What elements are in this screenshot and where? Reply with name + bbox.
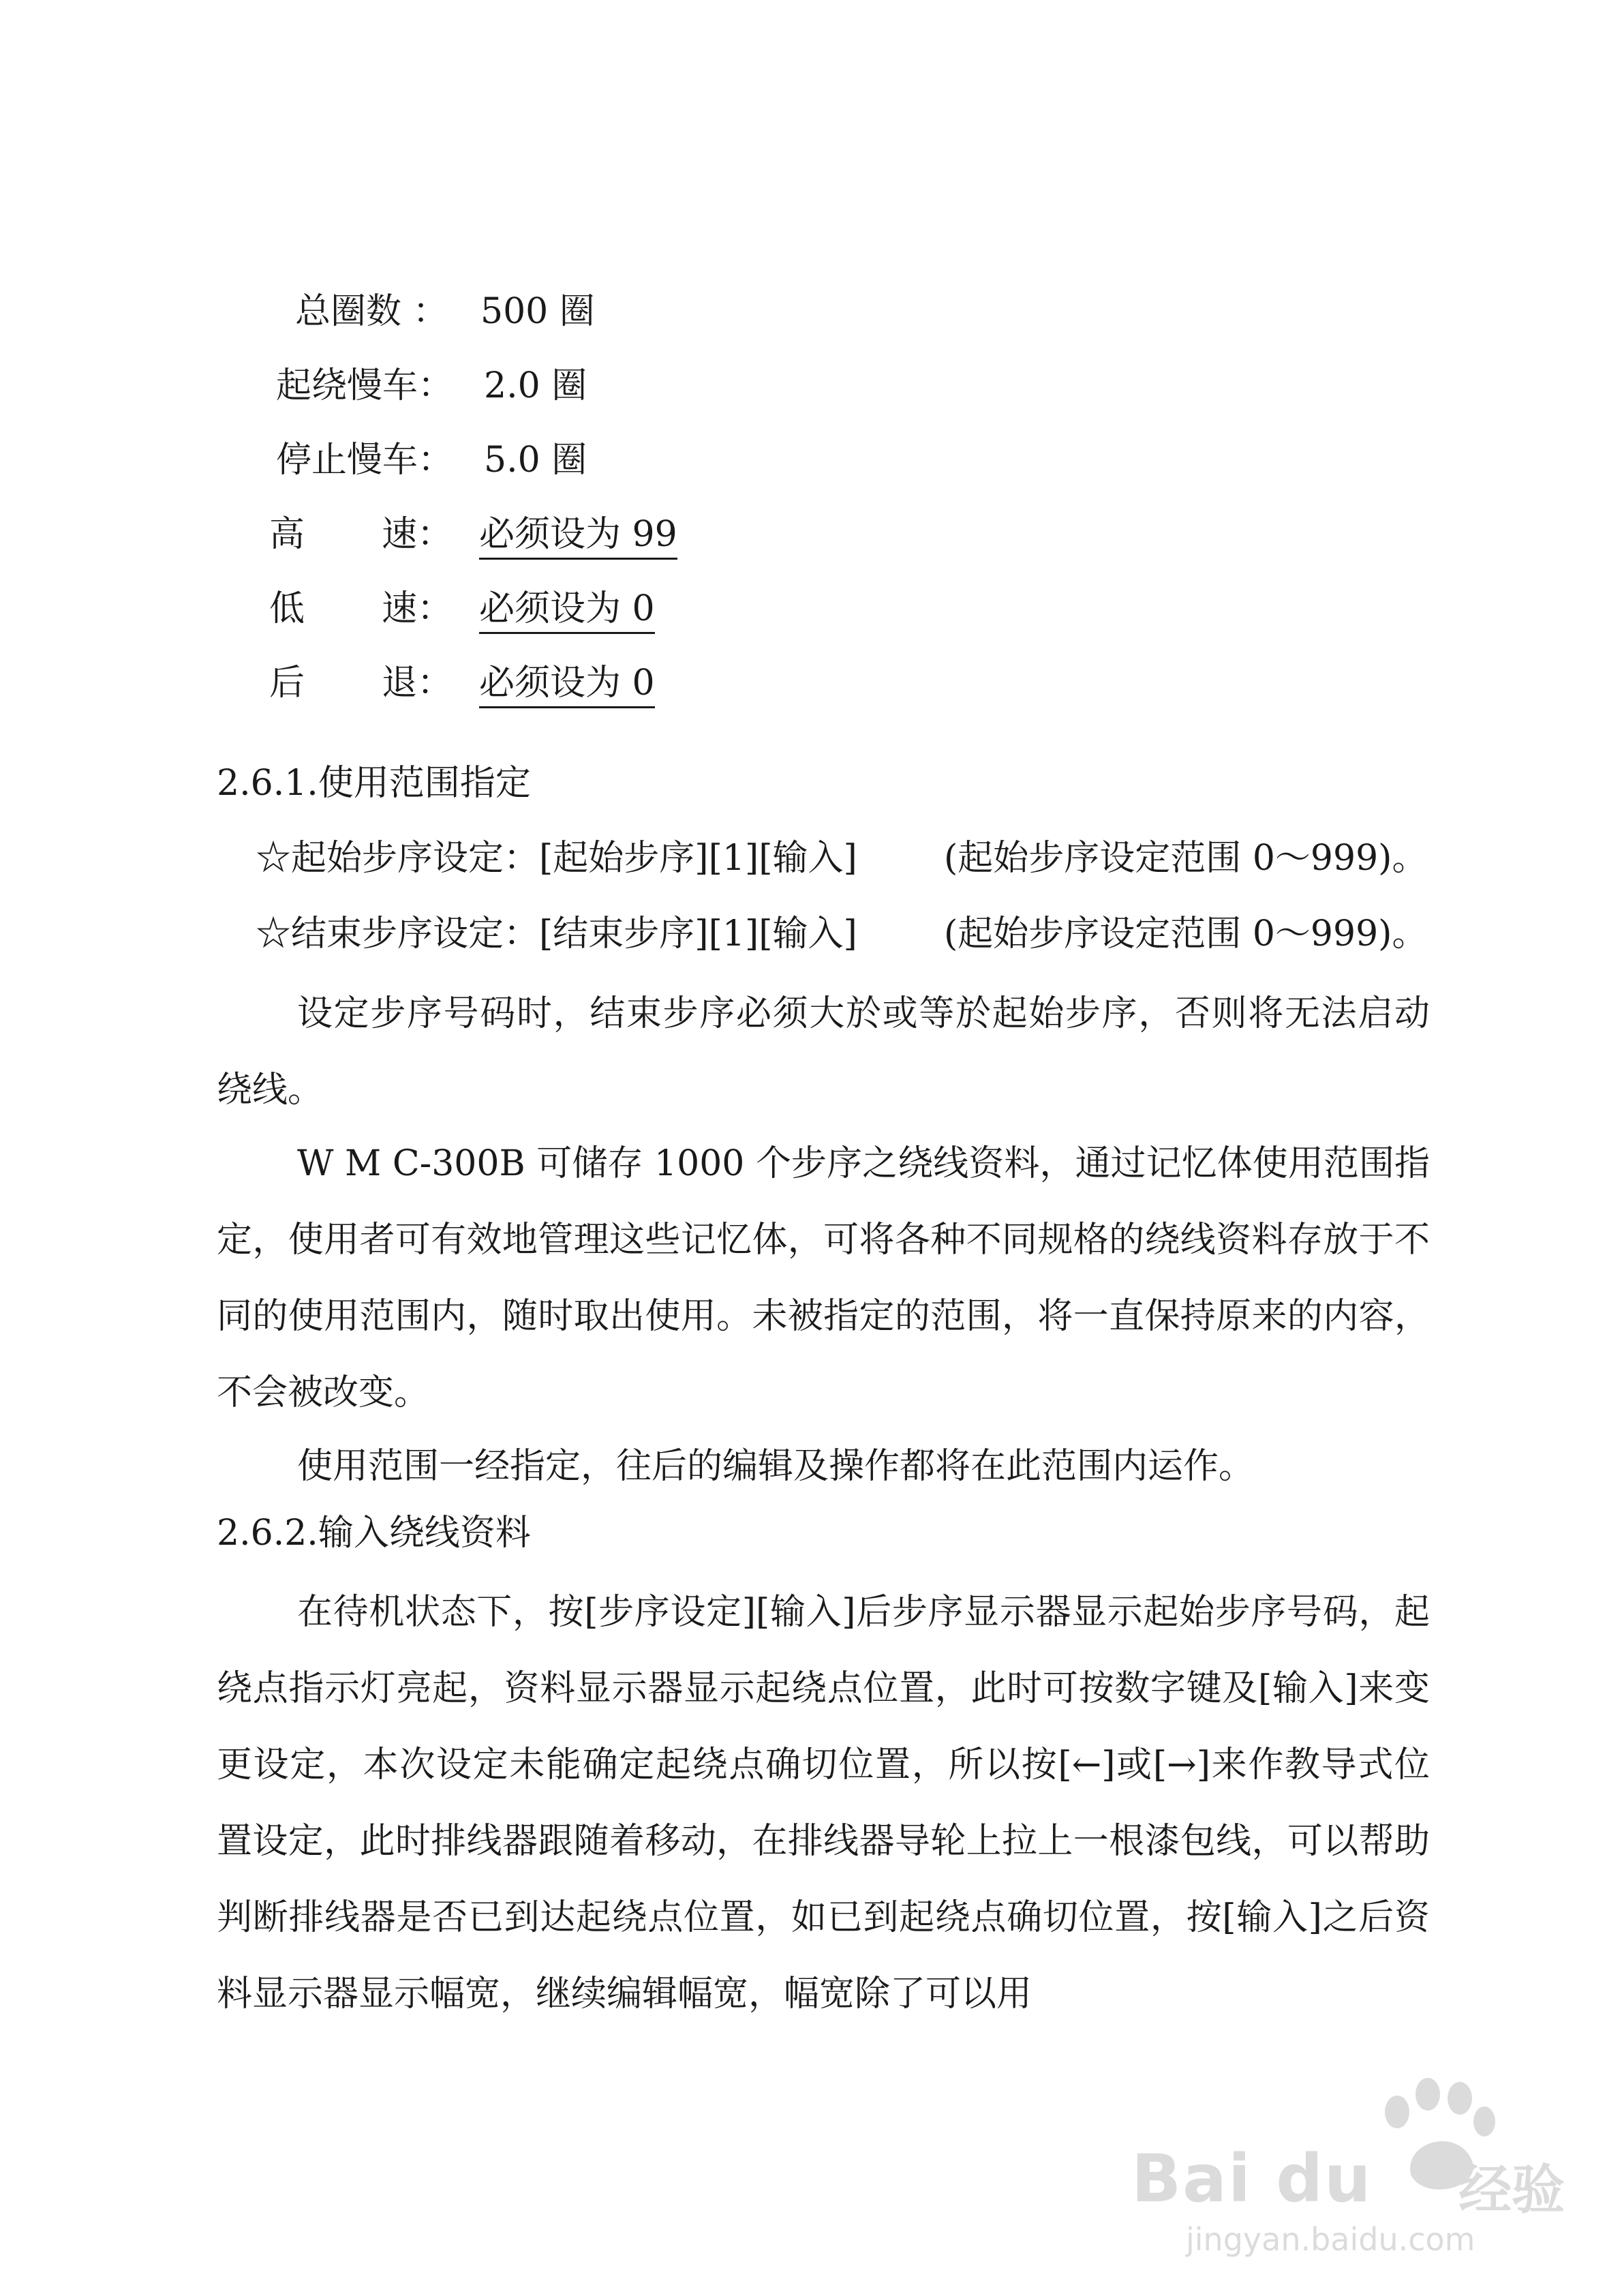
setting-label-a: 低 xyxy=(269,588,305,629)
setting-label: 起绕慢车： xyxy=(276,365,454,406)
section-heading-262: 2.6.2.输入绕线资料 xyxy=(217,1513,531,1554)
setting-label-b: 速： xyxy=(382,514,453,555)
start-step-note: (起始步序设定范围 0～999)。 xyxy=(944,838,1428,879)
watermark-brand: Bai du xyxy=(1131,2141,1373,2217)
watermark-url: jingyan.baidu.com xyxy=(1186,2221,1475,2258)
paragraph-input-winding-data: 在待机状态下，按[步序设定][输入]后步序显示器显示起始步序号码，起绕点指示灯亮起，资料显示器显示起绕点位置，此时可按数字键及[输入]来变更设定，本次设定未能确定起绕点确切位置，所以按[←]或[→]来作教导式位置设定，此时排线器跟随着移动，在排线器导轮上拉上一根漆包线，可以帮助判断排线器是否已到达起绕点位置，如已到起绕点确切位置，按[输入]之后资料显示器显示幅宽，继续编辑幅宽，幅宽除了可以用 xyxy=(217,1592,1430,2014)
setting-label-b: 速： xyxy=(382,588,453,629)
watermark-product: 经验 xyxy=(1458,2160,1565,2221)
baidu-watermark xyxy=(1104,2059,1581,2263)
start-step-instruction: ☆起始步序设定：[起始步序][1][输入] xyxy=(256,838,857,879)
setting-label-b: 退： xyxy=(382,663,453,704)
end-step-note: (起始步序设定范围 0～999)。 xyxy=(944,913,1428,954)
setting-value: 必须设为 0 xyxy=(479,587,655,634)
paragraph-range-operation: 使用范围一经指定，往后的编辑及操作都将在此范围内运作。 xyxy=(297,1446,1255,1487)
setting-label-a: 高 xyxy=(269,514,305,555)
setting-value: 必须设为 99 xyxy=(479,513,677,560)
setting-value: 5.0 圈 xyxy=(484,440,587,481)
paragraph-memory-range: W M C-300B 可储存 1000 个步序之绕线资料，通过记忆体使用范围指定，使用者可有效地管理这些记忆体，可将各种不同规格的绕线资料存放于不同的使用范围内，随时取出使用。未被指定的范围，将一直保持原来的内容，不会被改变。 xyxy=(217,1143,1430,1413)
setting-label-a: 后 xyxy=(269,663,305,704)
setting-value: 必须设为 0 xyxy=(479,661,655,708)
setting-value: 2.0 圈 xyxy=(484,365,587,406)
setting-label: 总圈数 ： xyxy=(295,291,448,332)
paragraph-step-order: 设定步序号码时，结束步序必须大於或等於起始步序，否则将无法启动绕线。 xyxy=(217,993,1430,1111)
section-heading-261: 2.6.1.使用范围指定 xyxy=(217,763,531,804)
end-step-instruction: ☆结束步序设定：[结束步序][1][输入] xyxy=(256,913,857,954)
setting-label: 停止慢车： xyxy=(276,440,454,481)
setting-value: 500 圈 xyxy=(480,291,595,332)
